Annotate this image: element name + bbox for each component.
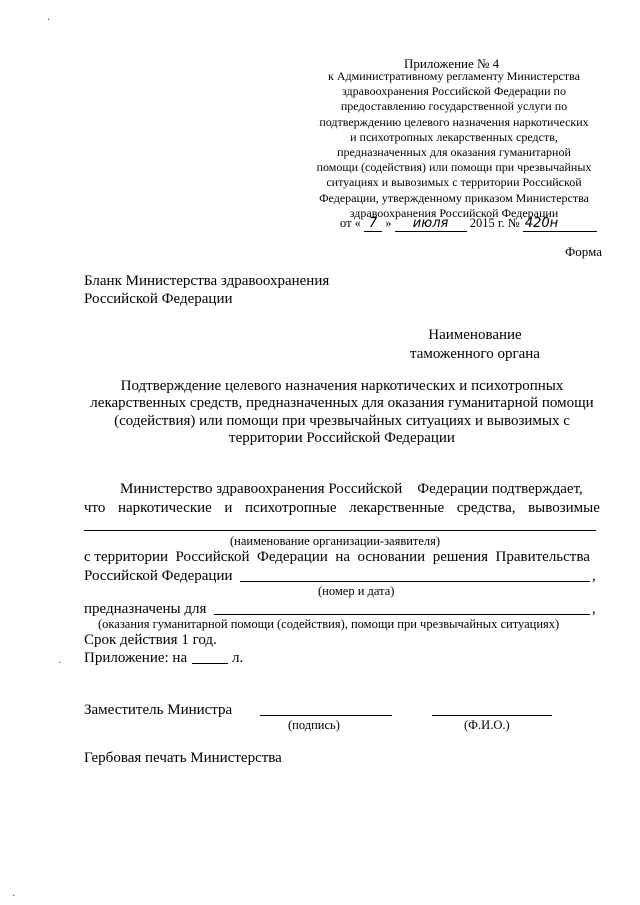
title-line: Подтверждение целевого назначения наркотических и психотропных [120, 378, 564, 394]
appendix-line: предоставлению государственной услуги по [340, 99, 568, 114]
appendix-title: Приложение № 4 [404, 56, 500, 71]
scan-speck: · [47, 15, 51, 26]
organ-line-1: Наименование [428, 327, 522, 343]
attachment-suffix: л. [232, 650, 244, 666]
signature-field-line[interactable] [260, 715, 392, 716]
order-date-line [340, 216, 597, 232]
organ-line-2: таможенного органа [410, 346, 540, 362]
appendix-line: Федерации, утвержденному приказом Министерства [319, 190, 589, 205]
full-name-field-line[interactable] [432, 715, 552, 716]
document-title [84, 378, 600, 447]
decision-text-line-2: Российской Федерации [84, 568, 233, 584]
appendix-line: здравоохранения Российской Федерации по [342, 84, 566, 99]
organization-caption: (наименование организации-заявителя) [230, 534, 441, 548]
date-month: июля [395, 217, 467, 232]
title-line: территории Российской Федерации [229, 429, 455, 446]
title-line: лекарственных средств, предназначенных для оказания гуманитарной помощи [90, 395, 594, 412]
word: наркотические [118, 500, 212, 516]
word: вывозимые [528, 500, 600, 516]
comma: , [592, 601, 596, 617]
intended-for-label: предназначены для [84, 601, 207, 617]
attachment-label: Приложение: на [84, 650, 188, 666]
word: лекарственные [349, 500, 445, 516]
ministry-blank [84, 272, 329, 308]
word: психотропные [245, 500, 337, 516]
number-date-caption: (номер и дата) [318, 584, 395, 598]
signatory-position: Заместитель Министра [84, 702, 233, 718]
appendix-line: предназначенных для оказания гуманитарной [337, 145, 571, 160]
blank-line-2: Российской Федерации [84, 291, 233, 307]
confirmation-text-line-2 [84, 500, 600, 517]
appendix-line: ситуациях и вывозимых с территории Российской [326, 175, 582, 190]
comma: , [592, 568, 596, 584]
order-number: 420н [523, 217, 597, 232]
title-line: (содействия) или помощи при чрезвычайных ситуациях и вывозимых с [114, 412, 570, 429]
appendix-description [304, 69, 604, 221]
date-day: 7 [364, 217, 382, 232]
confirmation-text-line-1: Министерство здравоохранения Российской Федерации подтверждает, [120, 481, 583, 497]
scan-speck: · [12, 891, 16, 902]
validity-text: Срок действия 1 год. [84, 632, 217, 648]
word: средства, [456, 500, 516, 516]
date-year: 2015 г. № [469, 216, 520, 230]
full-name-caption: (Ф.И.О.) [464, 718, 510, 732]
scan-speck: · [58, 658, 62, 669]
seal-label: Гербовая печать Министерства [84, 750, 282, 766]
blank-line-1: Бланк Министерства здравоохранения [84, 273, 330, 289]
appendix-line: здравоохранения Российской Федерации [349, 205, 559, 220]
date-prefix: от « [340, 216, 361, 230]
word: и [224, 500, 233, 516]
purpose-caption: (оказания гуманитарной помощи (содействия), помощи при чрезвычайных ситуациях) [98, 617, 560, 631]
decision-number-field-line[interactable] [240, 581, 590, 582]
appendix-line: и психотропных лекарственных средств, [350, 129, 558, 144]
form-label: Форма [565, 244, 602, 259]
appendix-line: помощи (содействия) или помощи при чрезвычайных [316, 160, 592, 175]
purpose-field-line[interactable] [214, 614, 590, 615]
attachment-pages-field-line[interactable] [192, 663, 228, 664]
appendix-line: подтверждению целевого назначения наркотических [319, 114, 589, 129]
appendix-line: к Административному регламенту Министерства [328, 69, 580, 83]
signature-caption: (подпись) [288, 718, 340, 732]
date-mid: » [385, 216, 392, 230]
word: что [84, 500, 106, 516]
decision-text-line-1: с территории Российской Федерации на основании решения Правительства [84, 549, 590, 565]
organization-field-line[interactable] [84, 530, 596, 531]
customs-organ-name [400, 326, 550, 364]
